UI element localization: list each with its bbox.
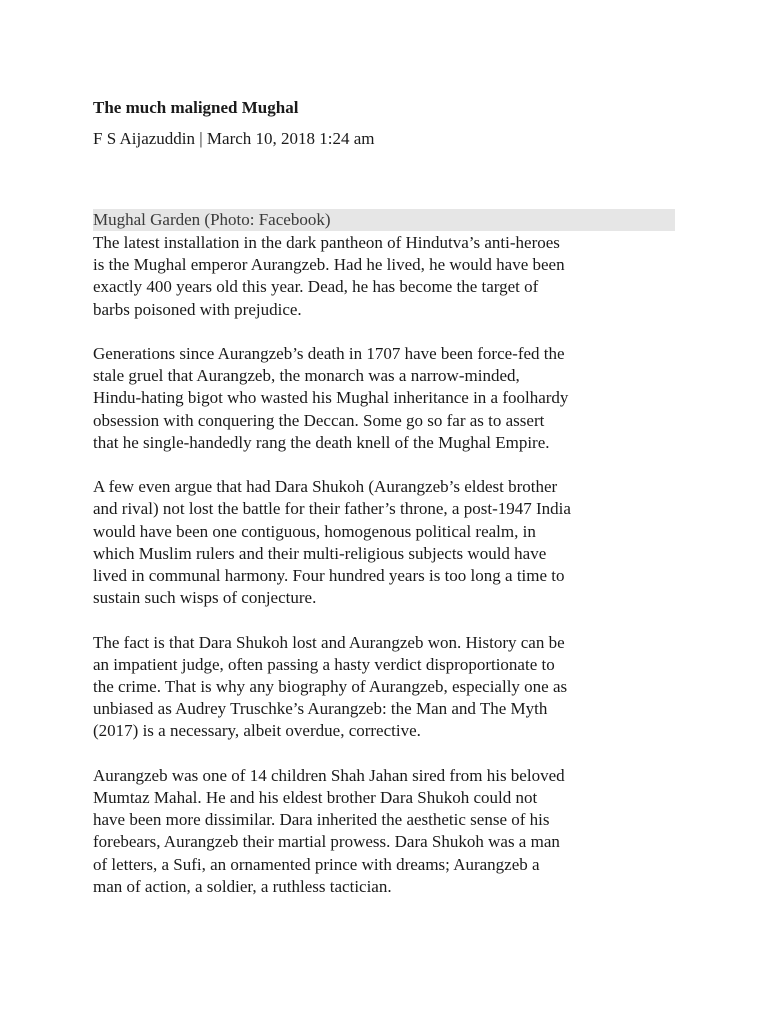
paragraph-line: which Muslim rulers and their multi-religious subjects would have: [93, 543, 547, 563]
paragraph-line: obsession with conquering the Deccan. Some go so far as to assert: [93, 410, 545, 430]
paragraph-line: Hindu-hating bigot who wasted his Mughal inheritance in a foolhardy: [93, 388, 569, 408]
paragraph-line: of letters, a Sufi, an ornamented prince with dreams; Aurangzeb a: [93, 854, 540, 874]
article-title: The much maligned Mughal: [93, 98, 299, 117]
paragraph-line: (2017) is a necessary, albeit overdue, corrective.: [93, 721, 421, 741]
paragraph-line: would have been one contiguous, homogenous political realm, in: [93, 521, 536, 541]
paragraph-line: lived in communal harmony. Four hundred years is too long a time to: [93, 566, 565, 586]
article-paragraph: [93, 343, 679, 454]
paragraph-line: The latest installation in the dark pantheon of Hindutva’s anti-heroes: [93, 233, 560, 252]
article-paragraph: [93, 632, 679, 743]
paragraph-line: an impatient judge, often passing a hasty verdict disproportionate to: [93, 654, 555, 674]
paragraph-line: Aurangzeb was one of 14 children Shah Jahan sired from his beloved: [93, 765, 565, 785]
paragraph-line: have been more dissimilar. Dara inherited the aesthetic sense of his: [93, 810, 550, 830]
paragraph-line: A few even argue that had Dara Shukoh (Aurangzeb’s eldest brother: [93, 477, 558, 497]
paragraph-line: the crime. That is why any biography of Aurangzeb, especially one as: [93, 677, 568, 697]
paragraph-line: stale gruel that Aurangzeb, the monarch was a narrow-minded,: [93, 366, 520, 386]
paragraph-line: that he single-handedly rang the death knell of the Mughal Empire.: [93, 432, 550, 452]
paragraph-line: Generations since Aurangzeb’s death in 1707 have been force-fed the: [93, 344, 565, 363]
paragraph-line: exactly 400 years old this year. Dead, he has become the target of: [93, 277, 539, 297]
article-byline: F S Aijazuddin | March 10, 2018 1:24 am: [93, 129, 375, 148]
paragraph-line: and rival) not lost the battle for their father’s throne, a post-1947 India: [93, 499, 571, 519]
article-paragraph: [93, 765, 679, 898]
paragraph-line: forebears, Aurangzeb their martial prowess. Dara Shukoh was a man: [93, 832, 560, 852]
paragraph-line: unbiased as Audrey Truschke’s Aurangzeb: the Man and The Myth: [93, 699, 548, 719]
paragraph-line: barbs poisoned with prejudice.: [93, 299, 302, 319]
article-body: [93, 232, 679, 920]
paragraph-line: The fact is that Dara Shukoh lost and Aurangzeb won. History can be: [93, 632, 565, 652]
paragraph-line: man of action, a soldier, a ruthless tactician.: [93, 876, 392, 896]
photo-caption: Mughal Garden (Photo: Facebook): [93, 209, 675, 231]
article-paragraph: [93, 232, 679, 321]
paragraph-line: Mumtaz Mahal. He and his eldest brother Dara Shukoh could not: [93, 788, 538, 808]
paragraph-line: sustain such wisps of conjecture.: [93, 588, 317, 608]
paragraph-line: is the Mughal emperor Aurangzeb. Had he lived, he would have been: [93, 255, 565, 275]
article-paragraph: [93, 476, 679, 609]
